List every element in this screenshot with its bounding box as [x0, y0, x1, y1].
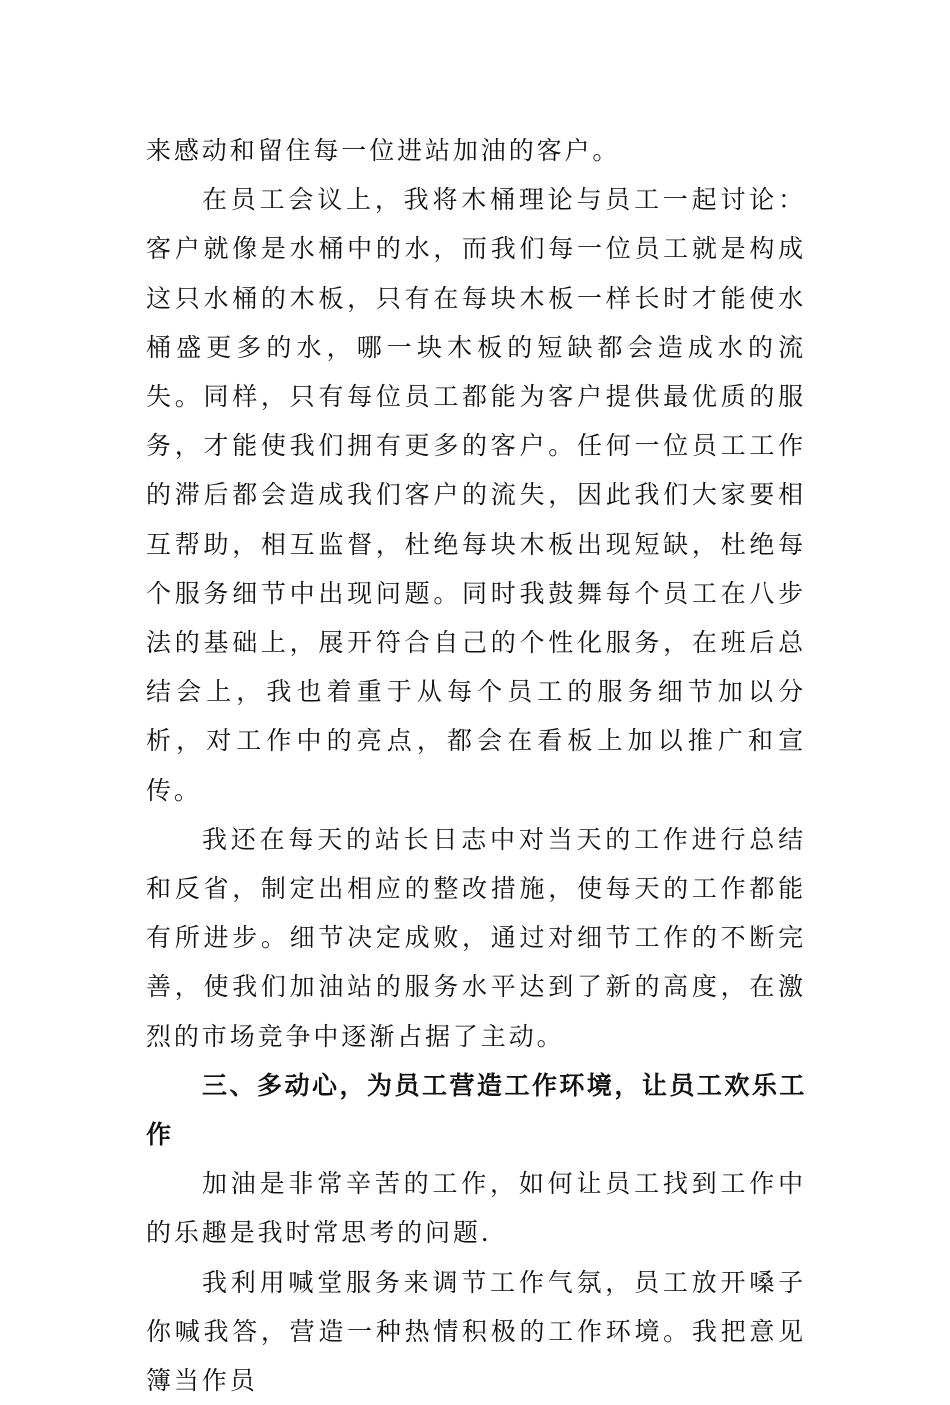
paragraph-bucket-theory: 在员工会议上，我将木桶理论与员工一起讨论：客户就像是水桶中的水，而我们每一位员工就是构成这只水桶的木板，只有在每块木板一样长时才能使水桶盛更多的水，哪一块木板的短缺都会造成水的流失。同样，只有每位员工都能为客户提供最优质的服务，才能使我们拥有更多的客户。任何一位员工工作的滞后都会造成我们客户的流失，因此我们大家要相互帮助，相互监督，杜绝每块木板出现短缺，杜绝每个服务细节中出现问题。同时我鼓舞每个员工在八步法的基础上，展开符合自己的个性化服务，在班后总结会上，我也着重于从每个员工的服务细节加以分析，对工作中的亮点，都会在看板上加以推广和宣传。 [146, 185, 806, 805]
paragraph-refueling-work: 加油是非常辛苦的工作，如何让员工找到工作中的乐趣是我时常思考的问题. [146, 1169, 806, 1248]
paragraph-continuation: 来感动和留住每一位进站加油的客户。 [146, 136, 621, 165]
section-heading: 三、多动心，为员工营造工作环境，让员工欢乐工作 [146, 1070, 806, 1150]
paragraph-shouting-service: 我利用喊堂服务来调节工作气氛，员工放开嗓子你喊我答，营造一种热情积极的工作环境。我把意见簿当作员 [146, 1267, 806, 1396]
paragraph-station-log: 我还在每天的站长日志中对当天的工作进行总结和反省，制定出相应的整改措施，使每天的工作都能有所进步。细节决定成败，通过对细节工作的不断完善，使我们加油站的服务水平达到了新的高度，在激烈的市场竞争中逐渐占据了主动。 [146, 824, 806, 1051]
document-body [146, 126, 806, 1405]
